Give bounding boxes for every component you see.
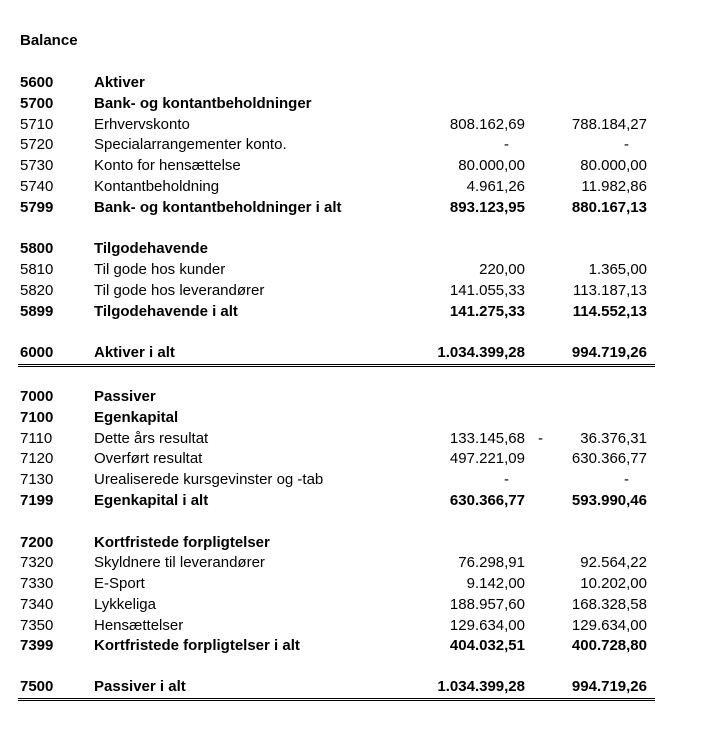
account-code: 7000 bbox=[20, 388, 54, 405]
table-row bbox=[0, 260, 705, 280]
account-code: 7340 bbox=[20, 596, 54, 613]
current-year-value: 220,00 bbox=[479, 261, 525, 278]
prior-year-value: 113.187,13 bbox=[573, 282, 647, 299]
account-label: Til gode hos kunder bbox=[94, 261, 226, 278]
account-label: Hensættelser bbox=[94, 617, 184, 634]
table-row bbox=[0, 94, 705, 114]
account-code: 5799 bbox=[20, 199, 54, 216]
table-row bbox=[0, 135, 705, 155]
account-label: Tilgodehavende bbox=[94, 240, 208, 257]
account-code: 7110 bbox=[20, 430, 53, 447]
account-code: 5740 bbox=[20, 178, 54, 195]
account-code: 5710 bbox=[20, 116, 54, 133]
current-year-value: 630.366,77 bbox=[449, 492, 525, 509]
table-row bbox=[0, 574, 705, 594]
account-label: Bank- og kontantbeholdninger i alt bbox=[94, 199, 342, 216]
page-title: Balance bbox=[20, 32, 78, 49]
account-code: 7330 bbox=[20, 575, 54, 592]
account-label: Kontantbeholdning bbox=[94, 178, 220, 195]
account-code: 5600 bbox=[20, 74, 54, 91]
table-row bbox=[0, 449, 705, 469]
current-year-value: 808.162,69 bbox=[449, 116, 525, 133]
prior-year-value: 36.376,31 bbox=[580, 430, 647, 447]
table-row bbox=[0, 491, 705, 511]
account-code: 5820 bbox=[20, 282, 54, 299]
table-row bbox=[0, 343, 705, 363]
prior-year-value: 994.719,26 bbox=[571, 344, 647, 361]
prior-year-value: 114.552,13 bbox=[572, 303, 647, 320]
current-year-value: 497.221,09 bbox=[449, 450, 525, 467]
minus-sign: - bbox=[538, 430, 543, 447]
account-label: Til gode hos leverandører bbox=[94, 282, 265, 299]
current-year-value: 404.032,51 bbox=[449, 637, 525, 654]
table-row bbox=[0, 636, 705, 656]
table-row bbox=[0, 115, 705, 135]
account-code: 5800 bbox=[20, 240, 54, 257]
account-label: Konto for hensættelse bbox=[94, 157, 241, 174]
account-label: Erhvervskonto bbox=[94, 116, 190, 133]
account-label: Egenkapital bbox=[94, 409, 179, 426]
account-label: Aktiver bbox=[94, 74, 145, 91]
table-row bbox=[0, 73, 705, 93]
account-label: Skyldnere til leverandører bbox=[94, 554, 265, 571]
current-year-value: 1.034.399,28 bbox=[437, 678, 525, 695]
current-year-value: 1.034.399,28 bbox=[437, 344, 525, 361]
account-label: Passiver i alt bbox=[94, 678, 186, 695]
table-row bbox=[0, 429, 705, 449]
account-code: 7500 bbox=[20, 678, 54, 695]
prior-year-value: 593.990,46 bbox=[571, 492, 647, 509]
account-code: 5700 bbox=[20, 95, 54, 112]
prior-year-value: - bbox=[624, 471, 629, 488]
account-code: 5730 bbox=[20, 157, 54, 174]
current-year-value: - bbox=[504, 136, 509, 153]
current-year-value: 9.142,00 bbox=[466, 575, 525, 592]
prior-year-value: 994.719,26 bbox=[571, 678, 647, 695]
table-row bbox=[0, 177, 705, 197]
account-code: 7200 bbox=[20, 534, 54, 551]
table-row bbox=[0, 677, 705, 697]
current-year-value: 141.275,33 bbox=[449, 303, 525, 320]
account-label: Lykkeliga bbox=[94, 596, 156, 613]
account-code: 7120 bbox=[20, 450, 54, 467]
table-row bbox=[0, 156, 705, 176]
account-code: 7100 bbox=[20, 409, 54, 426]
account-code: 5899 bbox=[20, 303, 54, 320]
account-label: Passiver bbox=[94, 388, 156, 405]
table-row bbox=[0, 553, 705, 573]
account-code: 7199 bbox=[20, 492, 54, 509]
current-year-value: 4.961,26 bbox=[466, 178, 525, 195]
table-row bbox=[0, 408, 705, 428]
prior-year-value: 1.365,00 bbox=[588, 261, 647, 278]
account-label: Bank- og kontantbeholdninger bbox=[94, 95, 312, 112]
prior-year-value: 129.634,00 bbox=[571, 617, 647, 634]
account-label: Tilgodehavende i alt bbox=[94, 303, 238, 320]
table-row bbox=[0, 198, 705, 218]
current-year-value: 141.055,33 bbox=[449, 282, 525, 299]
prior-year-value: 80.000,00 bbox=[580, 157, 647, 174]
table-row bbox=[0, 239, 705, 259]
prior-year-value: 880.167,13 bbox=[571, 199, 647, 216]
prior-year-value: 92.564,22 bbox=[580, 554, 647, 571]
account-code: 5720 bbox=[20, 136, 54, 153]
prior-year-value: 11.982,86 bbox=[581, 178, 647, 195]
prior-year-value: 400.728,80 bbox=[571, 637, 647, 654]
account-label: Specialarrangementer konto. bbox=[94, 136, 287, 153]
table-row bbox=[0, 616, 705, 636]
account-code: 7399 bbox=[20, 637, 54, 654]
account-label: Urealiserede kursgevinster og -tab bbox=[94, 471, 324, 488]
table-row bbox=[0, 387, 705, 407]
current-year-value: 893.123,95 bbox=[449, 199, 525, 216]
account-label: Dette års resultat bbox=[94, 430, 209, 447]
double-underline-passiver bbox=[18, 698, 655, 701]
account-code: 7320 bbox=[20, 554, 54, 571]
prior-year-value: 788.184,27 bbox=[571, 116, 647, 133]
account-label: E-Sport bbox=[94, 575, 145, 592]
current-year-value: 133.145,68 bbox=[449, 430, 525, 447]
prior-year-value: 168.328,58 bbox=[571, 596, 647, 613]
table-row bbox=[0, 281, 705, 301]
current-year-value: 129.634,00 bbox=[449, 617, 525, 634]
account-label: Kortfristede forpligtelser bbox=[94, 534, 270, 551]
account-label: Kortfristede forpligtelser i alt bbox=[94, 637, 300, 654]
account-code: 7130 bbox=[20, 471, 54, 488]
account-code: 6000 bbox=[20, 344, 54, 361]
table-row bbox=[0, 302, 705, 322]
account-label: Egenkapital i alt bbox=[94, 492, 209, 509]
current-year-value: 76.298,91 bbox=[458, 554, 525, 571]
table-row bbox=[0, 595, 705, 615]
account-label: Overført resultat bbox=[94, 450, 203, 467]
current-year-value: - bbox=[504, 471, 509, 488]
account-code: 5810 bbox=[20, 261, 54, 278]
double-underline-aktiver bbox=[18, 364, 655, 367]
current-year-value: 188.957,60 bbox=[449, 596, 525, 613]
account-label: Aktiver i alt bbox=[94, 344, 175, 361]
current-year-value: 80.000,00 bbox=[458, 157, 525, 174]
prior-year-value: 10.202,00 bbox=[580, 575, 647, 592]
prior-year-value: 630.366,77 bbox=[571, 450, 647, 467]
prior-year-value: - bbox=[624, 136, 629, 153]
account-code: 7350 bbox=[20, 617, 54, 634]
table-row bbox=[0, 533, 705, 553]
table-row bbox=[0, 470, 705, 490]
